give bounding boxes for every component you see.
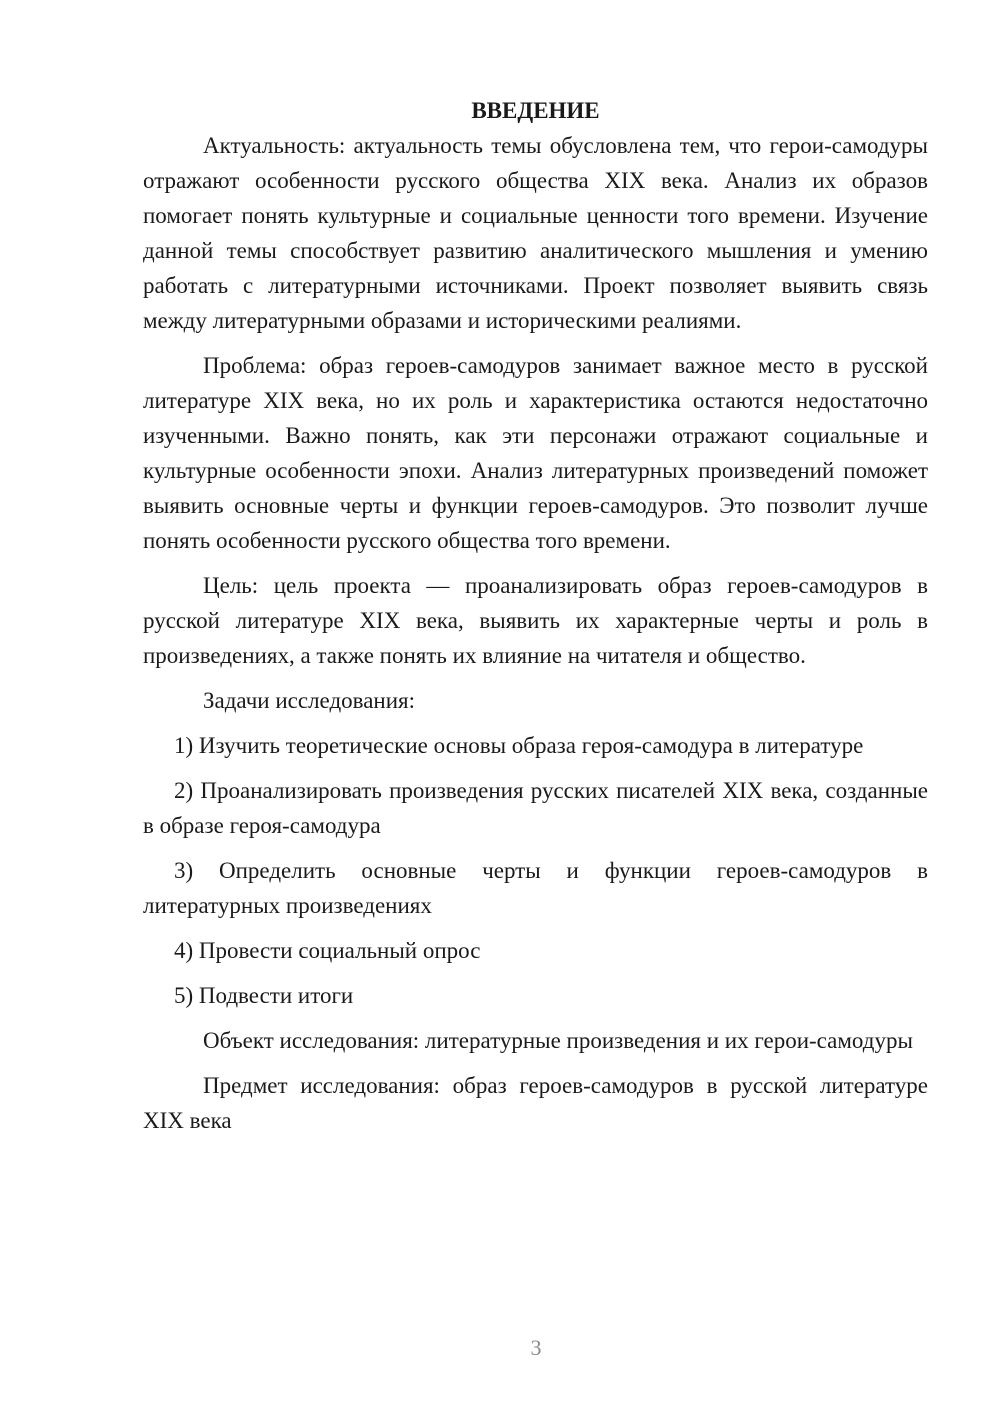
task-item-1: 1) Изучить теоретические основы образа героя-самодура в литературе: [174, 733, 864, 758]
paragraph-goal: Цель: цель проекта — проанализировать образ героев-самодуров в русской литературе XIX века, выявить их характерные черты и роль в произведениях, а также понять их влияние на читателя и общество.: [143, 573, 928, 668]
section-title: ВВЕДЕНИЕ: [471, 98, 600, 123]
task-item-4: 4) Провести социальный опрос: [174, 938, 481, 963]
page-content: [143, 93, 928, 1138]
paragraph-object: Объект исследования: литературные произведения и их герои-самодуры: [203, 1028, 913, 1053]
task-item-3: 3) Определить основные черты и функции героев-самодуров в литературных произведениях: [143, 858, 928, 918]
paragraph-subject: Предмет исследования: образ героев-самодуров в русской литературе XIX века: [143, 1073, 928, 1133]
task-item-2: 2) Проанализировать произведения русских писателей XIX века, созданные в образе героя-самодура: [143, 778, 928, 838]
page-number: 3: [530, 1335, 542, 1360]
task-item-5: 5) Подвести итоги: [174, 983, 354, 1008]
paragraph-problem: Проблема: образ героев-самодуров занимает важное место в русской литературе XIX века, но их роль и характеристика остаются недостаточно изученными. Важно понять, как эти персонажи отражают социальные и культурные особенности эпохи. Анализ литературных произведений поможет выявить основные черты и функции героев-самодуров. Это позволит лучше понять особенности русского общества того времени.: [143, 353, 928, 553]
paragraph-tasks-heading: Задачи исследования:: [203, 688, 416, 713]
paragraph-relevance: Актуальность: актуальность темы обусловлена тем, что герои-самодуры отражают особенности русского общества XIX века. Анализ их образов помогает понять культурные и социальные ценности того времени. Изучение данной темы способствует развитию аналитического мышления и умению работать с литературными источниками. Проект позволяет выявить связь между литературными образами и историческими реалиями.: [143, 133, 928, 333]
